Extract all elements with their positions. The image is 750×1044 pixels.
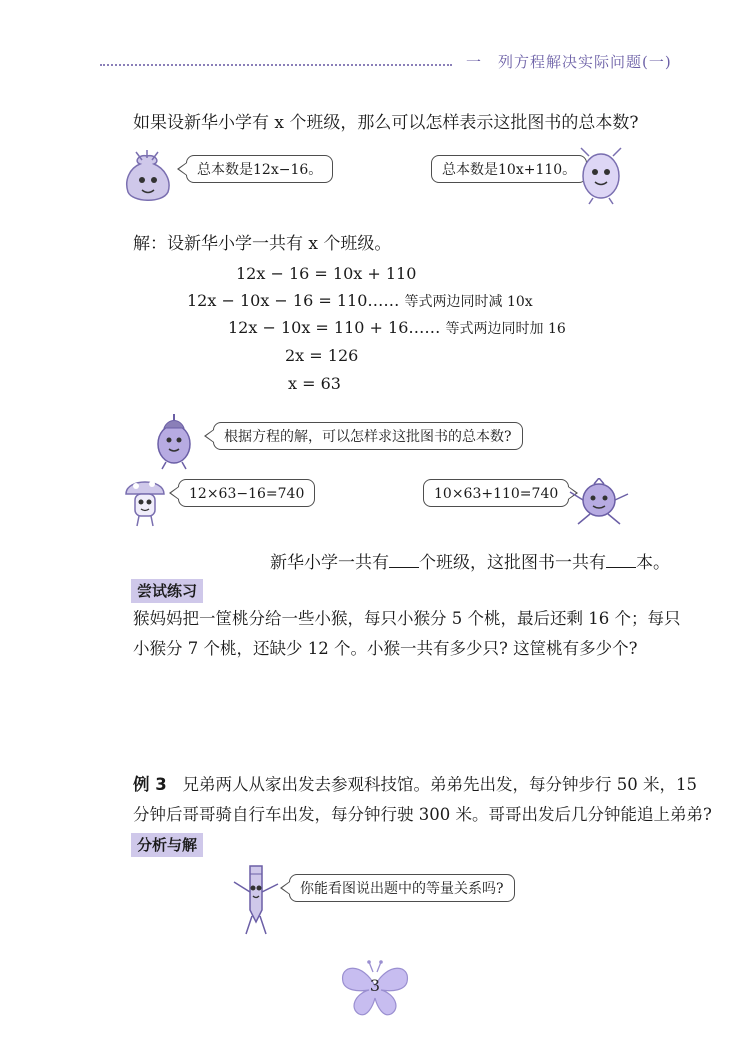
fill-in-sentence: 新华小学一共有 个班级，这批图书一共有 本。 bbox=[270, 553, 670, 573]
pencil-character-icon bbox=[228, 862, 284, 938]
speech-bubble-ask-total: 根据方程的解，可以怎样求这批图书的总本数? bbox=[213, 422, 523, 450]
speech-bubble-left-total: 总本数是12x−16。 bbox=[186, 155, 333, 183]
analysis-label: 分析与解 bbox=[131, 833, 203, 857]
equation-step: 12x − 16 = 10x + 110 bbox=[236, 264, 417, 283]
equation-step: 12x − 10x = 110 + 16…… 等式两边同时加 16 bbox=[228, 318, 566, 337]
practice-label: 尝试练习 bbox=[131, 579, 203, 603]
blank-books[interactable] bbox=[606, 553, 636, 568]
speech-bubble-ask-relation: 你能看图说出题中的等量关系吗? bbox=[289, 874, 515, 902]
example3-line: 分钟后哥哥骑自行车出发，每分钟行驶 300 米。哥哥出发后几分钟能追上弟弟? bbox=[133, 805, 712, 824]
practice-line: 猴妈妈把一筐桃分给一些小猴，每只小猴分 5 个桃，最后还剩 16 个；每只 bbox=[133, 609, 681, 628]
example3-label: 例 3 bbox=[133, 775, 167, 794]
practice-line: 小猴分 7 个桃，还缺少 12 个。小猴一共有多少只? 这筐桃有多少个? bbox=[133, 639, 638, 658]
equation-step: 12x − 10x − 16 = 110…… 等式两边同时减 10x bbox=[187, 291, 533, 310]
question-text: 如果设新华小学有 x 个班级，那么可以怎样表示这批图书的总本数? bbox=[133, 113, 639, 133]
round-character-icon bbox=[566, 478, 632, 526]
equation-step: x = 63 bbox=[288, 374, 341, 393]
example3-line: 例 3 兄弟两人从家出发去参观科技馆。弟弟先出发，每分钟步行 50 米，15 bbox=[133, 775, 697, 794]
equation-step: 2x = 126 bbox=[285, 346, 359, 365]
speech-bubble-calc-right: 10×63+110=740 bbox=[423, 479, 569, 507]
mushroom-character-icon bbox=[120, 472, 170, 528]
onion-character-icon bbox=[118, 150, 176, 206]
header-dotted-rule bbox=[100, 64, 452, 66]
eggplant-character-icon bbox=[148, 412, 198, 470]
solution-intro: 解：设新华小学一共有 x 个班级。 bbox=[133, 234, 392, 254]
blank-classes[interactable] bbox=[389, 553, 419, 568]
speech-bubble-calc-left: 12×63−16=740 bbox=[178, 479, 315, 507]
page-number: 3 bbox=[369, 976, 381, 995]
chapter-title: 一 列方程解决实际问题(一) bbox=[466, 53, 672, 71]
egg-character-icon bbox=[575, 146, 627, 206]
speech-bubble-right-total: 总本数是10x+110。 bbox=[431, 155, 587, 183]
